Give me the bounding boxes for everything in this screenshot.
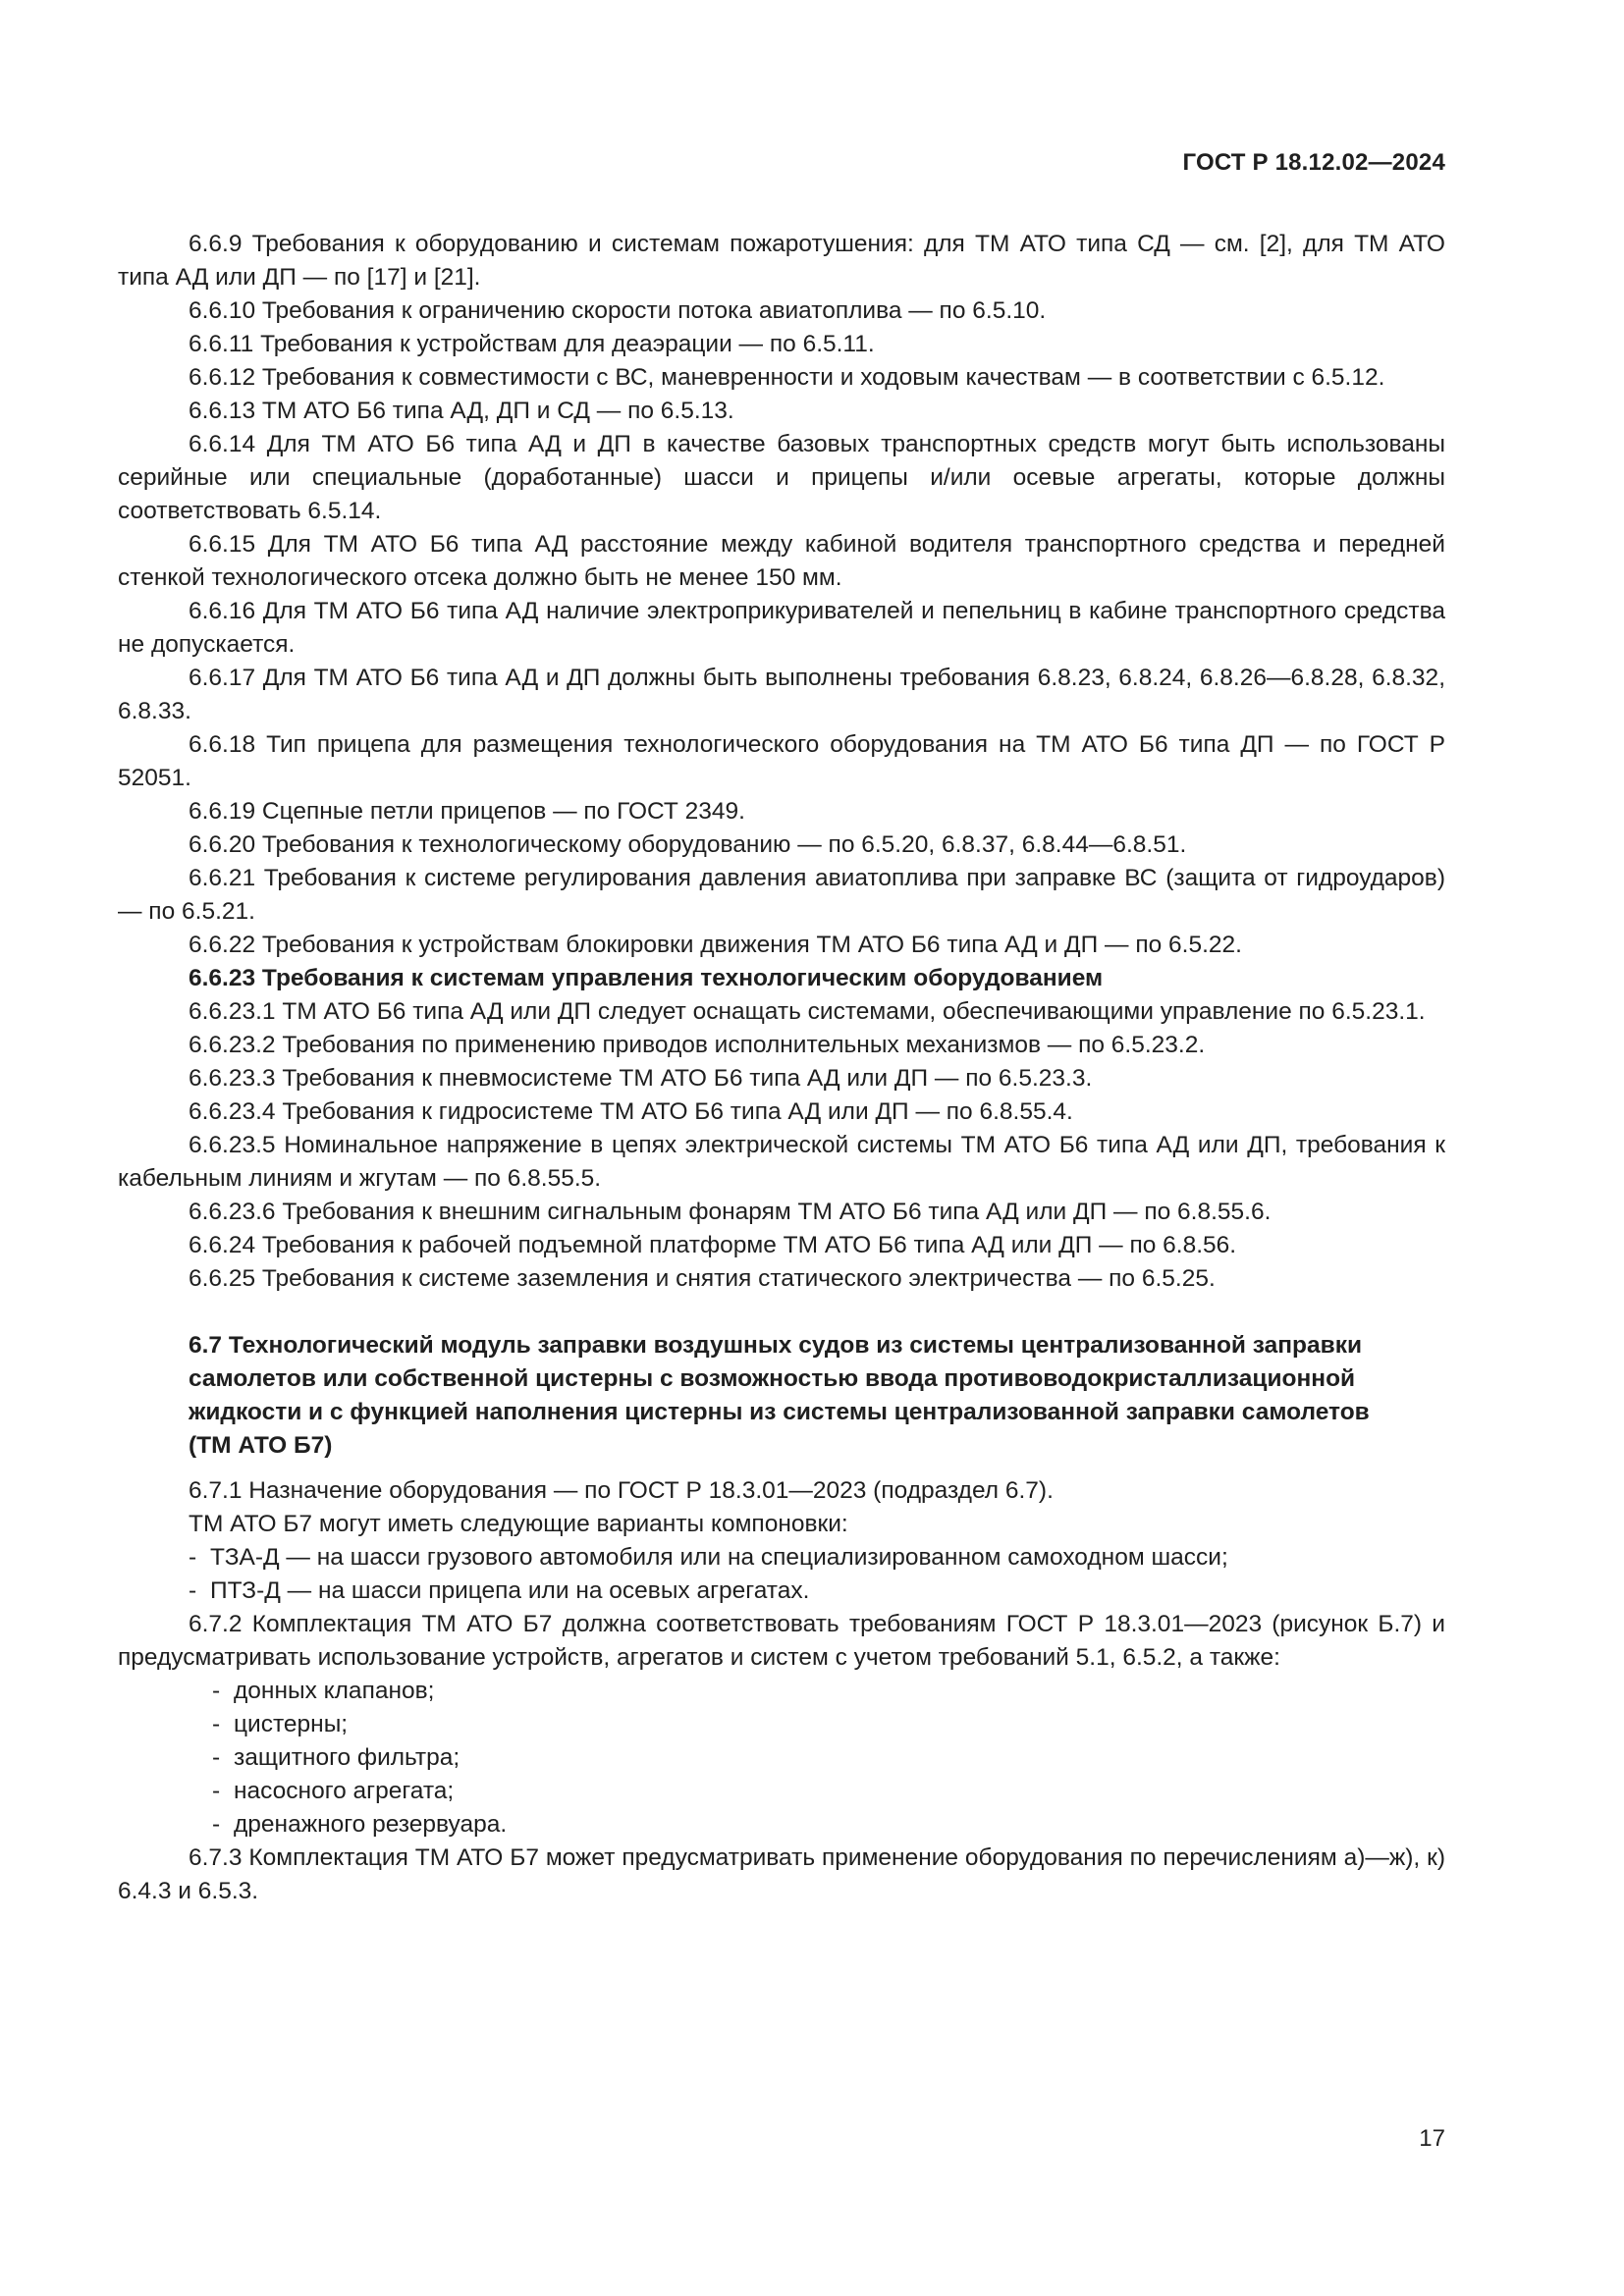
list-item-component-3	[118, 1741, 1445, 1775]
list-item-text: дренажного резервуара.	[234, 1811, 508, 1838]
page-number: 17	[1419, 2125, 1445, 2152]
list-item-component-1	[118, 1675, 1445, 1708]
list-item-text: защитного фильтра;	[234, 1744, 460, 1771]
paragraph-6-6-19: 6.6.19 Сцепные петли прицепов — по ГОСТ 2349.	[189, 798, 745, 825]
paragraph-6-6-21: 6.6.21 Требования к системе регулирования давления авиатоплива при заправке ВС (защита от гидроударов) — по 6.5.21.	[118, 865, 1445, 925]
list-item-variant-2	[118, 1575, 1445, 1608]
list-dash: -	[212, 1678, 221, 1704]
paragraph-6-6-25: 6.6.25 Требования к системе заземления и снятия статического электричества — по 6.5.25.	[189, 1265, 1216, 1292]
paragraph-6-6-22: 6.6.22 Требования к устройствам блокировки движения ТМ АТО Б6 типа АД и ДП — по 6.5.22.	[189, 932, 1242, 958]
list-item-variant-1	[118, 1541, 1445, 1575]
list-item-component-2	[118, 1708, 1445, 1741]
paragraph-6-6-20: 6.6.20 Требования к технологическому оборудованию — по 6.5.20, 6.8.37, 6.8.44—6.8.51.	[189, 831, 1187, 858]
paragraph-6-6-23-2: 6.6.23.2 Требования по применению приводов исполнительных механизмов — по 6.5.23.2.	[189, 1032, 1206, 1058]
list-item-text: ТЗА-Д — на шасси грузового автомобиля или на специализированном самоходном шасси;	[210, 1544, 1228, 1571]
subheading-6-6-23: 6.6.23 Требования к системам управления технологическим оборудованием	[189, 965, 1104, 991]
list-dash: -	[189, 1544, 197, 1571]
list-dash: -	[212, 1711, 221, 1737]
paragraph-6-6-23-6: 6.6.23.6 Требования к внешним сигнальным фонарям ТМ АТО Б6 типа АД или ДП — по 6.8.55.6.	[189, 1199, 1272, 1225]
list-item-text: насосного агрегата;	[234, 1778, 455, 1804]
list-item-component-4	[118, 1775, 1445, 1808]
paragraph-6-6-15: 6.6.15 Для ТМ АТО Б6 типа АД расстояние между кабиной водителя транспортного средства и передней стенкой технологического отсека должно быть не менее 150 мм.	[118, 531, 1445, 591]
list-dash: -	[189, 1577, 197, 1604]
paragraph-6-7-3: 6.7.3 Комплектация ТМ АТО Б7 может предусматривать применение оборудования по перечислениям а)—ж), к) 6.4.3 и 6.5.3.	[118, 1844, 1445, 1904]
list-item-text: цистерны;	[234, 1711, 349, 1737]
paragraph-6-6-17: 6.6.17 Для ТМ АТО Б6 типа АД и ДП должны быть выполнены требования 6.8.23, 6.8.24, 6.8.26—6.8.28, 6.8.32, 6.8.33.	[118, 665, 1445, 724]
paragraph-6-6-10: 6.6.10 Требования к ограничению скорости потока авиатоплива — по 6.5.10.	[189, 297, 1047, 324]
list-dash: -	[212, 1744, 221, 1771]
paragraph-6-6-12: 6.6.12 Требования к совместимости с ВС, маневренности и ходовым качествам — в соответствии с 6.5.12.	[189, 364, 1385, 391]
list-item-component-5	[118, 1808, 1445, 1842]
paragraph-6-7-2: 6.7.2 Комплектация ТМ АТО Б7 должна соответствовать требованиям ГОСТ Р 18.3.01—2023 (рисунок Б.7) и предусматривать использование устройств, агрегатов и систем с учетом требований 5.1, 6.5.2, а также:	[118, 1611, 1445, 1671]
paragraph-6-6-16: 6.6.16 Для ТМ АТО Б6 типа АД наличие электроприкуривателей и пепельниц в кабине транспортного средства не допускается.	[118, 598, 1445, 658]
paragraph-variants-intro: ТМ АТО Б7 могут иметь следующие варианты компоновки:	[189, 1511, 848, 1537]
paragraph-6-6-23-4: 6.6.23.4 Требования к гидросистеме ТМ АТО Б6 типа АД или ДП — по 6.8.55.4.	[189, 1098, 1073, 1125]
document-header-id: ГОСТ Р 18.12.02—2024	[1182, 149, 1445, 176]
paragraph-6-6-18: 6.6.18 Тип прицепа для размещения технологического оборудования на ТМ АТО Б6 типа ДП — по ГОСТ Р 52051.	[118, 731, 1445, 791]
paragraph-6-6-11: 6.6.11 Требования к устройствам для деаэрации — по 6.5.11.	[189, 331, 875, 357]
paragraph-6-6-24: 6.6.24 Требования к рабочей подъемной платформе ТМ АТО Б6 типа АД или ДП — по 6.8.56.	[189, 1232, 1237, 1258]
paragraph-6-6-23-1: 6.6.23.1 ТМ АТО Б6 типа АД или ДП следует оснащать системами, обеспечивающими управление по 6.5.23.1.	[189, 998, 1426, 1025]
list-item-text: ПТЗ-Д — на шасси прицепа или на осевых агрегатах.	[210, 1577, 810, 1604]
paragraph-6-6-14: 6.6.14 Для ТМ АТО Б6 типа АД и ДП в качестве базовых транспортных средств могут быть использованы серийные или специальные (доработанные) шасси и прицепы и/или осевые агрегаты, которые должны соответствовать 6.5.14.	[118, 431, 1445, 524]
section-heading-6-7: 6.7 Технологический модуль заправки воздушных судов из системы централизованной заправки самолетов или собственной цистерны с возможностью ввода противоводокристаллизационной жидкости и с функцией наполнения цистерны из системы централизованной заправки самолетов (ТМ АТО Б7)	[189, 1332, 1370, 1459]
list-dash: -	[212, 1778, 221, 1804]
paragraph-6-6-13: 6.6.13 ТМ АТО Б6 типа АД, ДП и СД — по 6.5.13.	[189, 398, 734, 424]
document-body	[118, 228, 1445, 1908]
paragraph-6-6-9: 6.6.9 Требования к оборудованию и системам пожаротушения: для ТМ АТО типа СД — см. [2], для ТМ АТО типа АД или ДП — по [17] и [21].	[118, 231, 1445, 291]
list-item-text: донных клапанов;	[234, 1678, 435, 1704]
paragraph-6-6-23-3: 6.6.23.3 Требования к пневмосистеме ТМ АТО Б6 типа АД или ДП — по 6.5.23.3.	[189, 1065, 1093, 1092]
paragraph-6-6-23-5: 6.6.23.5 Номинальное напряжение в цепях электрической системы ТМ АТО Б6 типа АД или ДП, требования к кабельным линиям и жгутам — по 6.8.55.5.	[118, 1132, 1445, 1192]
list-dash: -	[212, 1811, 221, 1838]
paragraph-6-7-1: 6.7.1 Назначение оборудования — по ГОСТ Р 18.3.01—2023 (подраздел 6.7).	[189, 1477, 1054, 1504]
